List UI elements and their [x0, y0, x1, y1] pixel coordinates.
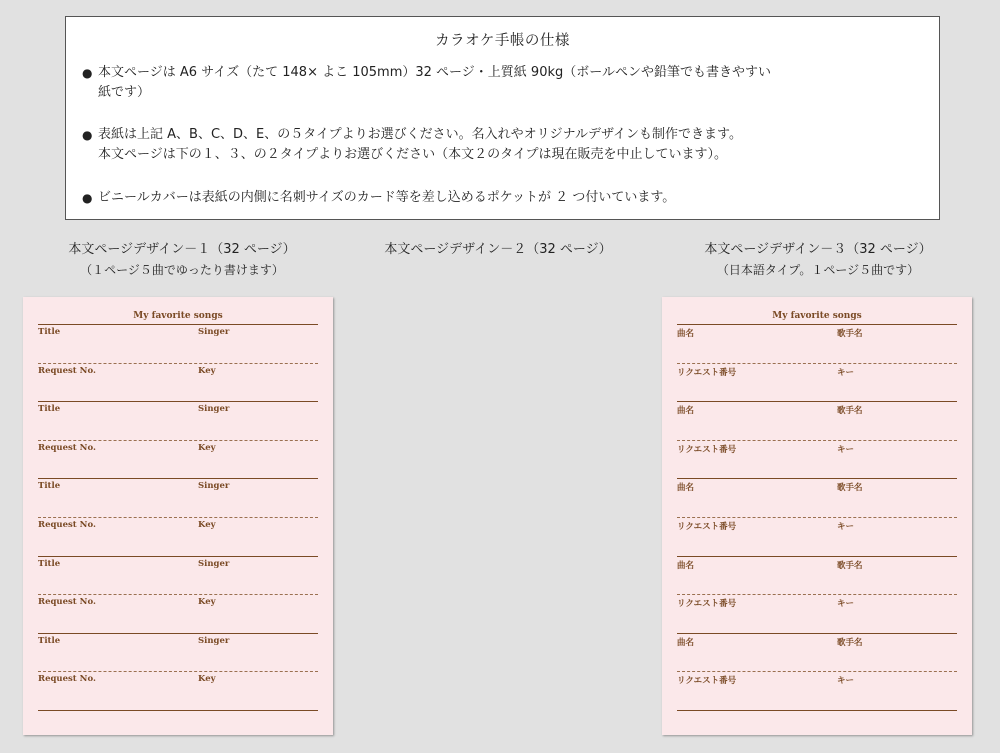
- singer-label: 歌手名: [837, 329, 863, 339]
- entry-top-rule: [38, 401, 318, 402]
- page-title: My favorite songs: [133, 311, 223, 321]
- request-number-label: Request No.: [38, 520, 96, 530]
- entry-top-rule: [38, 324, 318, 325]
- request-number-label: リクエスト番号: [677, 676, 737, 687]
- singer-label: 歌手名: [837, 406, 863, 417]
- bullet-dot-icon: ●: [82, 128, 93, 142]
- request-number-label: Request No.: [38, 365, 96, 376]
- entry-divider-rule: [38, 517, 318, 518]
- design-1-heading-block: [22, 239, 342, 281]
- bullet-dot-icon: ●: [82, 191, 93, 205]
- design-1-subheading: （１ページ５曲でゆったり書けます）: [80, 263, 284, 277]
- singer-label: Singer: [198, 635, 230, 646]
- entry-divider-rule: [38, 363, 318, 364]
- request-number-label: Request No.: [38, 674, 96, 685]
- entry-divider-rule: [38, 594, 318, 595]
- entry-top-rule: [677, 556, 957, 557]
- entry-top-rule: [677, 401, 957, 402]
- entry-divider-rule: [677, 517, 957, 518]
- design-3-heading-block: [658, 239, 978, 281]
- singer-label: Singer: [198, 558, 230, 569]
- request-number-label: リクエスト番号: [677, 444, 737, 455]
- request-number-label: Request No.: [38, 597, 96, 608]
- entry-divider-rule: [677, 594, 957, 595]
- song-label: Title: [38, 558, 61, 569]
- entry-top-rule: [677, 633, 957, 634]
- spec-title: カラオケ手帳の仕様: [435, 33, 570, 49]
- key-label: キー: [837, 367, 855, 378]
- request-number-label: リクエスト番号: [677, 522, 737, 532]
- entry-top-rule: [677, 324, 957, 325]
- entry-divider-rule: [38, 440, 318, 441]
- page-bottom-rule: [677, 710, 957, 711]
- song-label: 曲名: [677, 637, 695, 648]
- spec-bullet-vinyl-cover: [82, 188, 675, 208]
- singer-label: 歌手名: [837, 483, 863, 494]
- singer-label: Singer: [198, 481, 230, 492]
- design-3-subheading: （日本語タイプ。１ページ５曲です）: [716, 263, 920, 277]
- page-title: My favorite songs: [772, 311, 862, 321]
- key-label: Key: [198, 520, 216, 530]
- request-number-label: リクエスト番号: [677, 367, 737, 378]
- design-3-sample-page: [662, 297, 972, 735]
- song-label: Title: [38, 481, 61, 492]
- request-number-label: Request No.: [38, 442, 96, 453]
- spec-bullet-paper: [82, 63, 771, 103]
- spec-box: [65, 16, 940, 220]
- song-label: 曲名: [677, 560, 695, 571]
- song-label: Title: [38, 327, 61, 337]
- song-label: Title: [38, 404, 61, 415]
- entry-divider-rule: [677, 440, 957, 441]
- design-2-heading: 本文ページデザイン－２（32 ページ）: [384, 242, 612, 257]
- design-2-heading-block: [338, 239, 658, 260]
- key-label: キー: [837, 599, 855, 610]
- key-label: キー: [837, 676, 855, 687]
- design-1-heading: 本文ページデザイン－１（32 ページ）: [68, 242, 296, 257]
- spec-bullet-line: 表紙は上記 A、B、C、D、E、の５タイプよりお選びください。名入れやオリジナルデザインも制作できます。: [98, 127, 742, 142]
- entry-top-rule: [38, 478, 318, 479]
- singer-label: Singer: [198, 327, 230, 337]
- page-bottom-rule: [38, 710, 318, 711]
- key-label: Key: [198, 597, 216, 608]
- design-1-sample-page: [23, 297, 333, 735]
- entry-divider-rule: [677, 671, 957, 672]
- entry-divider-rule: [38, 671, 318, 672]
- key-label: キー: [837, 444, 855, 455]
- entry-divider-rule: [677, 363, 957, 364]
- design-3-heading: 本文ページデザイン－３（32 ページ）: [704, 242, 932, 257]
- entry-top-rule: [677, 478, 957, 479]
- song-label: 曲名: [677, 406, 695, 417]
- key-label: Key: [198, 442, 216, 453]
- key-label: キー: [837, 522, 855, 532]
- key-label: Key: [198, 674, 216, 685]
- spec-bullet-cover: [82, 125, 742, 165]
- entry-top-rule: [38, 633, 318, 634]
- singer-label: 歌手名: [837, 560, 863, 571]
- song-label: 曲名: [677, 329, 695, 339]
- spec-bullet-line: ビニールカバーは表紙の内側に名刺サイズのカード等を差し込めるポケットが ２ つ付いています。: [98, 190, 676, 205]
- song-label: 曲名: [677, 483, 695, 494]
- song-label: Title: [38, 635, 61, 646]
- entry-top-rule: [38, 556, 318, 557]
- request-number-label: リクエスト番号: [677, 599, 737, 610]
- key-label: Key: [198, 365, 216, 376]
- spec-bullet-line: 本文ページは下の１、３、の２タイプよりお選びください（本文２のタイプは現在販売を中止しています）。: [98, 147, 727, 162]
- spec-bullet-line: 紙です）: [98, 85, 151, 100]
- bullet-dot-icon: ●: [82, 66, 93, 80]
- singer-label: 歌手名: [837, 637, 863, 648]
- singer-label: Singer: [198, 404, 230, 415]
- spec-bullet-line: 本文ページは A6 サイズ（たて 148× よこ 105mm）32 ページ・上質紙 90kg（ボールペンや鉛筆でも書きやすい: [98, 65, 771, 80]
